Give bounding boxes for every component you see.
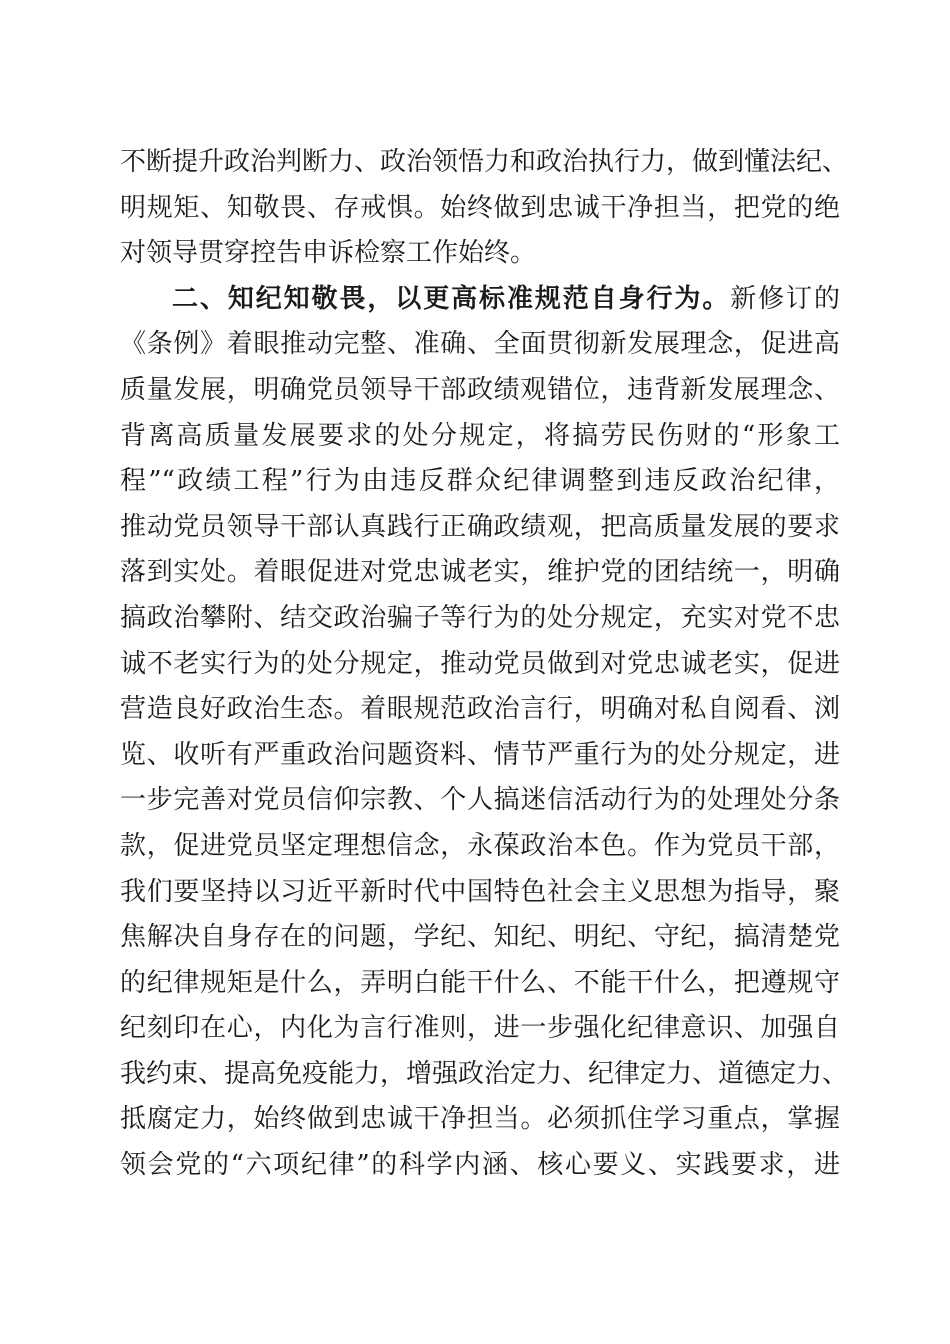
text-line: 焦解决自身存在的问题，学纪、知纪、明纪、守纪，搞清楚党 [120,922,840,953]
text-line: 不断提升政治判断力、政治领悟力和政治执行力，做到懂法纪、 [120,147,849,177]
text-line: 落到实处。着眼促进对党忠诚老实，维护党的团结统一，明确 [120,557,840,588]
text-line: 纪刻印在心，内化为言行准则，进一步强化纪律意识、加强自 [120,1013,840,1044]
text-line: 程”“政绩工程”行为由违反群众纪律调整到违反政治纪律， [120,466,840,497]
text-line: 我约束、提高免疫能力，增强政治定力、纪律定力、道德定力、 [120,1058,849,1089]
body-text [120,140,849,1189]
text-line: 《条例》着眼推动完整、准确、全面贯彻新发展理念，促进高 [120,329,840,360]
text-line: 一步完善对党员信仰宗教、个人搞迷信活动行为的处理处分条 [120,785,840,816]
text-line: 背离高质量发展要求的处分规定，将搞劳民伤财的“形象工 [120,420,840,451]
text-line: 我们要坚持以习近平新时代中国特色社会主义思想为指导，聚 [120,876,840,907]
section-heading: 二、知纪知敬畏，以更高标准规范自身行为。 [172,283,731,314]
paragraph-heading-line [120,277,840,323]
text-line: 营造良好政治生态。着眼规范政治言行，明确对私自阅看、浏 [120,694,840,725]
text-line: 览、收听有严重政治问题资料、情节严重行为的处分规定，进 [120,739,840,770]
text-line: 推动党员领导干部认真践行正确政绩观，把高质量发展的要求 [120,511,840,542]
text-line: 搞政治攀附、结交政治骗子等行为的处分规定，充实对党不忠 [120,602,840,633]
text-line: 款，促进党员坚定理想信念，永葆政治本色。作为党员干部， [120,830,840,861]
text-line: 明规矩、知敬畏、存戒惧。始终做到忠诚干净担当，把党的绝 [120,192,840,223]
paragraph-1 [120,140,849,277]
text-line: 抵腐定力，始终做到忠诚干净担当。必须抓住学习重点，掌握 [120,1104,840,1135]
text-line: 质量发展，明确党员领导干部政绩观错位，违背新发展理念、 [120,374,840,405]
text-line: 领会党的“六项纪律”的科学内涵、核心要义、实践要求，进 [120,1150,840,1181]
paragraph-2 [120,277,849,1189]
text-line: 诚不老实行为的处分规定，推动党员做到对党忠诚老实，促进 [120,648,840,679]
text-line: 对领导贯穿控告申诉检察工作始终。 [120,238,537,269]
text-line: 的纪律规矩是什么，弄明白能干什么、不能干什么，把遵规守 [120,967,840,998]
heading-line-rest: 新修订的 [730,283,840,314]
